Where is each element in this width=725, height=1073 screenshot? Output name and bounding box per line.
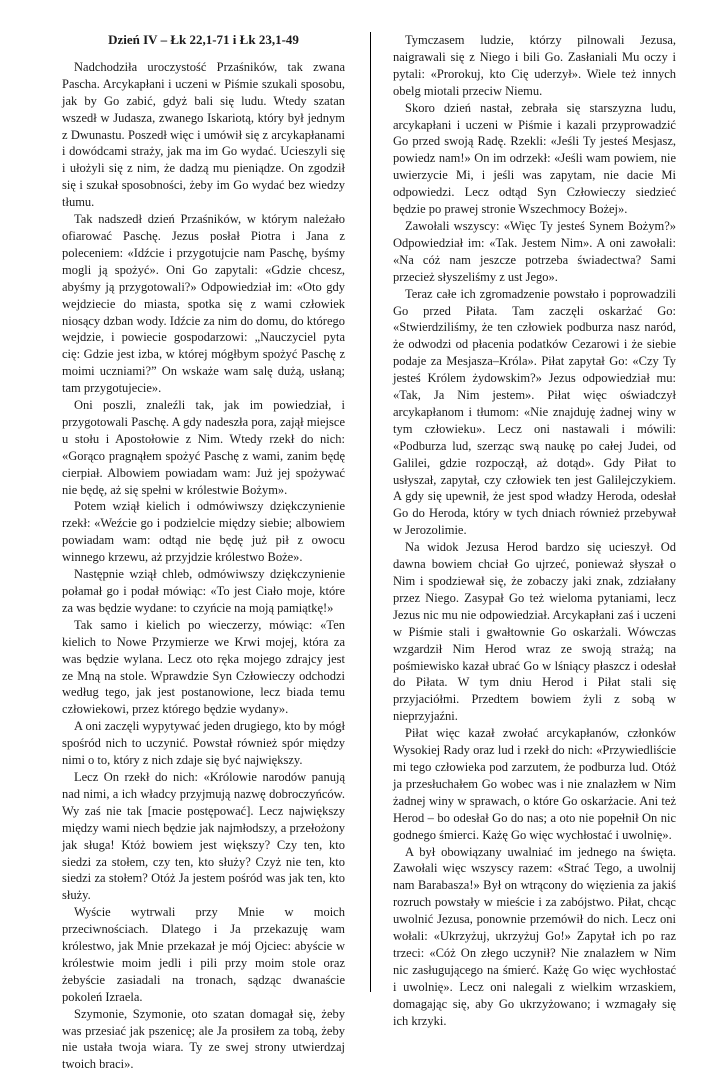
paragraph: Tak nadszedł dzień Przaśników, w którym należało ofiarować Paschę. Jezus posłał Piotra i Jana z poleceniem: «Idźcie i przygotujcie nam Paschę, byśmy mogli ją spożyć». Oni Go zapytali: «Gdzie chcesz, abyśmy ją przygotowali?» Odpowiedział im: «Oto gdy wejdziecie do miasta, spotka się z wami człowiek niosący dzban wody. Idźcie za nim do domu, do którego wejdzie, i powiecie gospodarzowi: „Nauczyciel pyta cię: Gdzie jest izba, w której mógłbym spożyć Paschę z moimi uczniami?” On wskaże wam salę dużą, usłaną; tam przygotujecie». xyxy=(62,212,345,396)
paragraph: Na widok Jezusa Herod bardzo się ucieszył. Od dawna bowiem chciał Go ujrzeć, ponieważ słyszał o Nim i spodziewał się, że zobaczy jaki znak, zdziałany przez Niego. Zasypał Go też wieloma pytaniami, lecz Jezus nic mu nie odpowiedział. Arcykapłani zaś i uczeni w Piśmie stali i gwałtownie Go oskarżali. Wówczas wzgardził Nim Herod wraz ze swoją strażą; na pośmiewisko kazał ubrać Go w lśniący płaszcz i odesłał do Piłata. W tym dniu Herod i Piłat stali się przyjaciółmi. Przedtem bowiem żyli z sobą w nieprzyjaźni. xyxy=(393,540,676,724)
paragraph: Teraz całe ich zgromadzenie powstało i poprowadzili Go przed Piłata. Tam zaczęli oskarżać Go: «Stwierdziliśmy, że ten człowiek podburza nasz naród, że odwodzi od płacenia podatków Cezarowi i że siebie podaje za Mesjasza–Króla». Piłat zapytał Go: «Czy Ty jesteś Królem żydowskim?» Jezus odpowiedział mu: «Tak, Ja Nim jestem». Piłat więc oświadczył arcykapłanom i tłumom: «Nie znajduję żadnej winy w tym człowieku». Lecz oni nastawali i mówili: «Podburza lud, szerząc swą naukę po całej Judei, od Galilei, gdzie rozpoczął, aż dotąd». Gdy Piłat to usłyszał, zapytał, czy człowiek ten jest Galilejczykiem. A gdy się upewnił, że jest spod władzy Heroda, odesłał Go do Heroda, który w tych dniach również przebywał w Jerozolimie. xyxy=(393,286,676,538)
left-column xyxy=(62,32,345,1072)
paragraph: Wyście wytrwali przy Mnie w moich przeciwnościach. Dlatego i Ja przekazuję wam królestwo, jak Mnie przekazał je mój Ojciec: abyście w królestwie moim jedli i pili przy moim stole oraz żebyście zasiadali na tronach, sądząc dwanaście pokoleń Izraela. xyxy=(62,905,345,1004)
paragraph: Oni poszli, znaleźli tak, jak im powiedział, i przygotowali Paschę. A gdy nadeszła pora, zajął miejsce u stołu i Apostołowie z Nim. Wtedy rzekł do nich: «Gorąco pragnąłem spożyć Paschę z wami, zanim będę cierpiał. Albowiem powiadam wam: Już jej spożywać nie będę, aż się spełni w królestwie Bożym». xyxy=(62,398,345,497)
right-column xyxy=(393,32,676,1028)
paragraph: Potem wziął kielich i odmówiwszy dziękczynienie rzekł: «Weźcie go i podzielcie między siebie; albowiem powiadam wam: odtąd nie będę już pił z owocu winnego krzewu, aż przyjdzie królestwo Boże». xyxy=(62,499,345,565)
column-divider xyxy=(370,32,371,992)
paragraph: Tymczasem ludzie, którzy pilnowali Jezusa, naigrawali się z Niego i bili Go. Zasłaniali Mu oczy i pytali: «Prorokuj, kto Cię uderzył». Wiele też innych obelg miotali przeciw Niemu. xyxy=(393,33,676,98)
paragraph: Lecz On rzekł do nich: «Królowie narodów panują nad nimi, a ich władcy przyjmują nazwę dobroczyńców. Wy zaś nie tak [macie postępować]. Lecz największy między wami niech będzie jak najmłodszy, a przełożony jak sługa! Któż bowiem jest większy? Czy ten, kto siedzi za stołem, czy ten, kto służy? Czyż nie ten, kto siedzi za stołem? Otóż Ja jestem pośród was jak ten, kto służy. xyxy=(62,769,345,903)
paragraph: Następnie wziął chleb, odmówiwszy dziękczynienie połamał go i podał mówiąc: «To jest Ciało moje, które za was będzie wydane: to czyńcie na moją pamiątkę!» xyxy=(62,567,345,615)
paragraph: Piłat więc kazał zwołać arcykapłanów, członków Wysokiej Rady oraz lud i rzekł do nich: «Przywiedliście mi tego człowieka pod zarzutem, że podburza lud. Otóż ja przesłuchałem Go wobec was i nie znalazłem w Nim żadnej winy w sprawach, o które Go oskarżacie. Ani też Herod – bo odesłał Go do nas; a oto nie popełnił On nic godnego śmierci. Każę Go więc wychłostać i uwolnię». xyxy=(393,726,676,842)
page-heading: Dzień IV – Łk 22,1-71 i Łk 23,1-49 xyxy=(108,32,299,47)
paragraph: Tak samo i kielich po wieczerzy, mówiąc: «Ten kielich to Nowe Przymierze we Krwi mojej, która za was będzie wylana. Lecz oto ręka mojego zdrajcy jest ze Mną na stole. Wprawdzie Syn Człowieczy odchodzi według tego, jak jest postanowione, lecz biada temu człowiekowi, przez którego będzie wydany». xyxy=(62,617,345,717)
paragraph: Szymonie, Szymonie, oto szatan domagał się, żeby was przesiać jak pszenicę; ale Ja prosiłem za tobą, żeby nie ustała twoja wiara. Ty ze swej strony utwierdzaj twoich braci». xyxy=(62,1006,345,1072)
paragraph: A oni zaczęli wypytywać jeden drugiego, kto by mógł spośród nich to uczynić. Powstał również spór między nimi o to, który z nich zdaje się być największy. xyxy=(62,719,345,768)
paragraph: Zawołali wszyscy: «Więc Ty jesteś Synem Bożym?» Odpowiedział im: «Tak. Jestem Nim». A oni zawołali: «Na cóż nam jeszcze potrzeba świadectwa? Sami przecież słyszeliśmy z ust Jego». xyxy=(393,218,676,284)
paragraph: Nadchodziła uroczystość Przaśników, tak zwana Pascha. Arcykapłani i uczeni w Piśmie szukali sposobu, jak by Go zabić, gdyż bali się ludu. Wtedy szatan wszedł w Judasza, zwanego Iskariotą, który był jednym z Dwunastu. Poszedł więc i umówił się z arcykapłanami i dowódcami straży, jak ma im Go wydać. Ucieszyli się i ułożyli się z nim, że dadzą mu pieniądze. On zgodził się i szukał sposobności, żeby im Go wydać bez wiedzy tłumu. xyxy=(62,59,345,210)
paragraph: A był obowiązany uwalniać im jednego na święta. Zawołali więc wszyscy razem: «Strać Tego, a uwolnij nam Barabasza!» Był on wtrącony do więzienia za jakiś rozruch powstały w mieście i za zabójstwo. Piłat, chcąc uwolnić Jezusa, ponownie przemówił do nich. Lecz oni wołali: «Ukrzyżuj, ukrzyżuj Go!» Zapytał ich po raz trzeci: «Cóż On złego uczynił? Nie znalazłem w Nim nic zasługującego na śmierć. Każę Go więc wychłostać i uwolnię». Lecz oni nalegali z wielkim wrzaskiem, domagając się, aby Go ukrzyżowano; i wzmagały się ich krzyki. xyxy=(393,844,676,1028)
paragraph: Skoro dzień nastał, zebrała się starszyzna ludu, arcykapłani i uczeni w Piśmie i kazali przyprowadzić Go przed swoją Radę. Rzekli: «Jeśli Ty jesteś Mesjasz, powiedz nam!» On im odrzekł: «Jeśli wam powiem, nie uwierzycie Mi, i jeśli was zapytam, nie dacie Mi odpowiedzi. Lecz odtąd Syn Człowieczy siedzieć będzie po prawej stronie Wszechmocy Bożej». xyxy=(393,100,676,217)
page xyxy=(62,32,676,1072)
